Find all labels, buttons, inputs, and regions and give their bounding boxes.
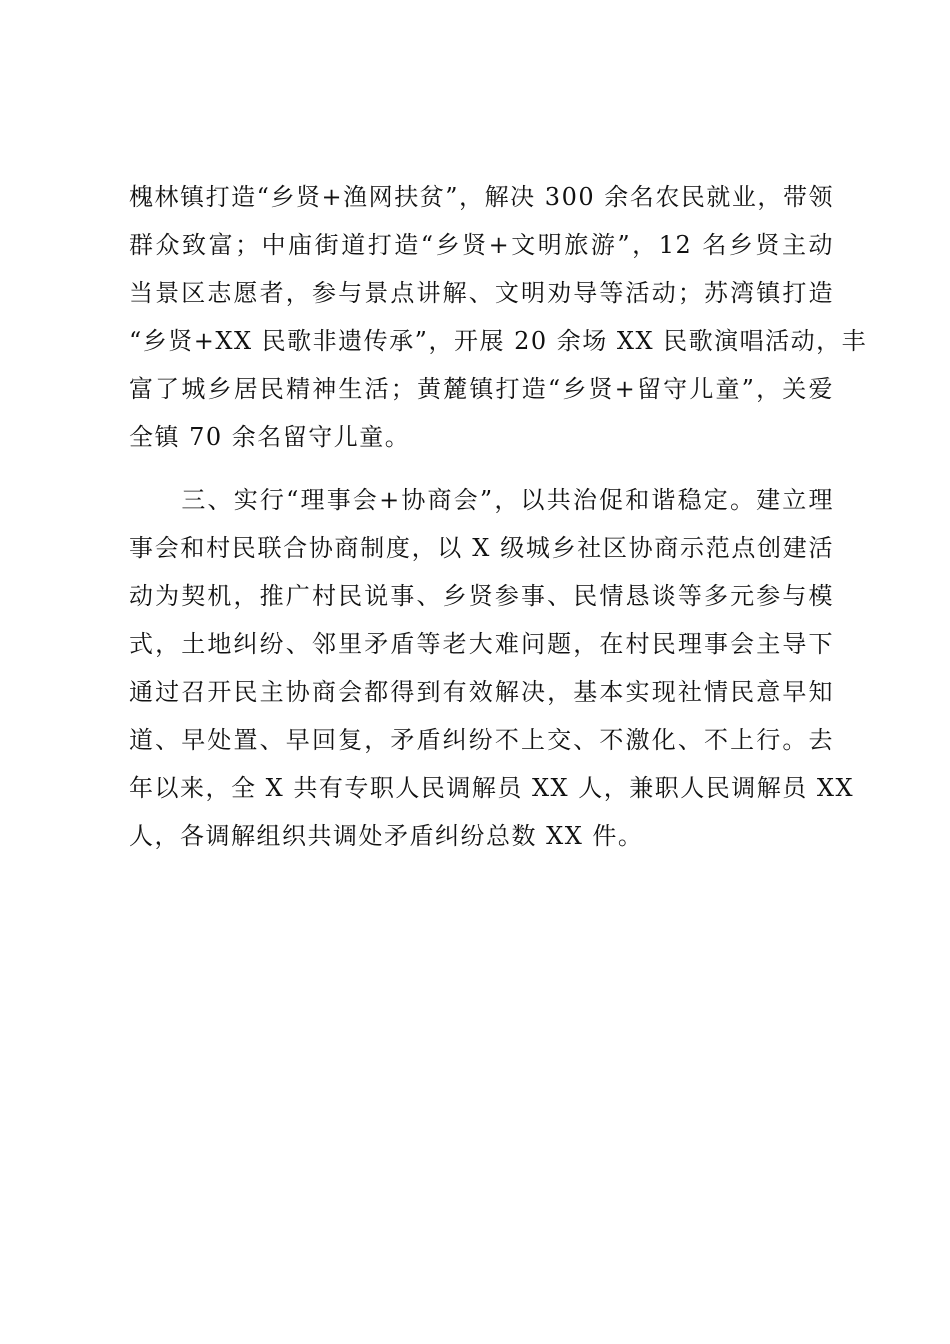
text-line: 富了城乡居民精神生活；黄麓镇打造“乡贤+留守儿童”，关爱 <box>129 375 834 403</box>
text-line: 槐林镇打造“乡贤+渔网扶贫”，解决 300 余名农民就业，带领 <box>129 183 834 211</box>
paragraph-council-consultation <box>129 476 855 860</box>
text-line: 动为契机，推广村民说事、乡贤参事、民情恳谈等多元参与模 <box>129 582 834 610</box>
text-line: 人，各调解组织共调处矛盾纠纷总数 XX 件。 <box>129 822 644 850</box>
text-line: 全镇 70 余名留守儿童。 <box>129 423 411 451</box>
text-line: 通过召开民主协商会都得到有效解决，基本实现社情民意早知 <box>129 678 834 706</box>
text-line: 三、实行“理事会+协商会”，以共治促和谐稳定。建立理 <box>129 486 834 514</box>
text-line: 群众致富；中庙街道打造“乡贤+文明旅游”，12 名乡贤主动 <box>129 231 834 259</box>
text-line: 年以来，全 X 共有专职人民调解员 XX 人，兼职人民调解员 XX <box>129 774 855 802</box>
text-line: 当景区志愿者，参与景点讲解、文明劝导等活动；苏湾镇打造 <box>129 279 834 307</box>
paragraph-township-projects <box>129 173 868 461</box>
text-line: 事会和村民联合协商制度，以 X 级城乡社区协商示范点创建活 <box>129 534 834 562</box>
text-line: 式，土地纠纷、邻里矛盾等老大难问题，在村民理事会主导下 <box>129 630 834 658</box>
text-line: “乡贤+XX 民歌非遗传承”，开展 20 余场 XX 民歌演唱活动，丰 <box>129 327 868 355</box>
text-line: 道、早处置、早回复，矛盾纠纷不上交、不激化、不上行。去 <box>129 726 834 754</box>
